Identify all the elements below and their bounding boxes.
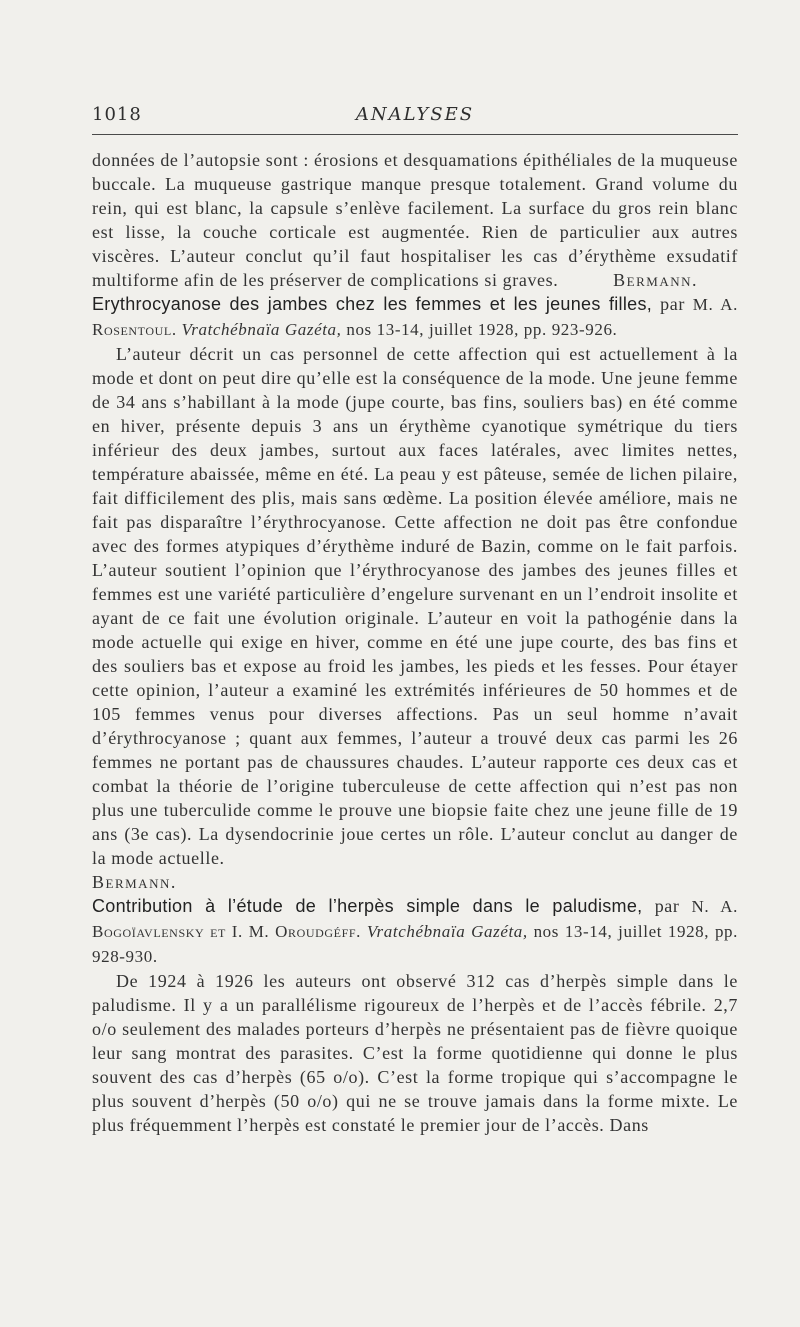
signature: Bermann. [92,872,177,892]
article-heading [92,894,738,969]
article-title: Contribution à l’étude de l’herpès simple dans le paludisme, [92,896,643,916]
par-word: par [642,896,680,916]
citation-details: nos 13-14, juillet 1928, pp. 923-926. [341,320,618,339]
continuation-text: données de l’autopsie sont : érosions et desquamations épithéliales de la muqueuse buccale. La muqueuse gastrique manque presque totalement. Grand volume du rein, qui est blanc, la capsule s’enlève facilement. La surface du gros rein blanc est lisse, la couche corticale est augmentée. Rien de particulier aux autres viscères. L’auteur conclut qu’il faut hospitaliser les cas d’érythème exsudatif multiforme afin de les préserver de complications si graves. [92,150,738,290]
article-body: De 1924 à 1926 les auteurs ont observé 312 cas d’herpès simple dans le paludisme. Il y a un parallélisme rigoureux de l’herpès et de l’accès fébrile. 2,7 o/o seulement des malades porteurs d’herpès ne présentaient pas de fièvre quoique leur sang montrat des parasites. C’est la forme quotidienne qui donne le plus souvent des cas d’herpès (65 o/o). C’est la forme tropique qui s’accompagne le plus souvent d’herpès (50 o/o) qui ne se trouve jamais dans la forme mixte. Le plus fréquemment l’herpès est constaté le premier jour de l’accès. Dans [92,971,738,1135]
article-author: M. A. Rosentoul. [92,295,738,339]
citation-details: nos 13-14, juillet 1928, pp. 928-930. [92,922,738,966]
journal-name: Vratchébnaïa Gazéta, [176,320,342,339]
article-body: L’auteur décrit un cas personnel de cette affection qui est actuellement à la mode et dont on peut dire qu’elle est la conséquence de la mode. Une jeune femme de 34 ans s’habillant à la mode (jupe courte, bas fins, souliers bas) en été comme en hiver, présente depuis 3 ans un érythème cyanotique symétrique du tiers inférieur des deux jambes, surtout aux faces latérales, avec limites nettes, température abaissée, même en été. La peau y est pâteuse, semée de lichen pilaire, fait difficilement des plis, mais sans œdème. La position élevée améliore, mais ne fait pas disparaître l’érythrocyanose. Cette affection ne doit pas être confondue avec des formes atypiques d’érythème induré de Bazin, comme on le fait parfois. L’auteur soutient l’opinion que l’érythrocyanose des jambes des jeunes filles et femmes est une variété particulière d’engelure survenant en un l’endroit insolite et ayant de ce fait une évolution originale. L’auteur en voit la pathogénie dans la mode actuelle qui exige en hiver, comme en été une jupe courte, des bas fins et des souliers bas et expose au froid les jambes, les pieds et les fesses. Pour étayer cette opinion, l’auteur a examiné les extrémités inférieures de 50 hommes et de 105 femmes venus pour diverses affections. Pas un seul homme n’avait d’érythrocyanose ; quant aux femmes, l’auteur a trouvé deux cas parmi les 26 femmes ne portant pas de chaussures chaudes. L’auteur rapporte ces deux cas et combat la théorie de l’origine tuberculeuse de cette affection qui n’est pas non plus une tuberculide comme le prouve une biopsie faite chez une jeune fille de 19 ans (3e cas). La dysendocrinie joue certes un rôle. L’auteur conclut au danger de la mode actuelle. [92,344,738,868]
article-authors: N. A. Bogoïavlensky et I. M. Oroudgéff. [92,897,738,941]
continuation-paragraph [92,148,738,292]
article-heading [92,292,738,342]
journal-name: Vratchébnaïa Gazéta, [361,922,528,941]
signature: Bermann. [613,270,698,290]
page-body [92,148,738,1137]
running-head: ANALYSES [355,104,475,125]
page-header [92,104,738,135]
par-word: par [652,294,685,314]
page-number: 1018 [92,104,142,125]
article-title: Erythrocyanose des jambes chez les femmes et les jeunes filles, [92,294,653,314]
